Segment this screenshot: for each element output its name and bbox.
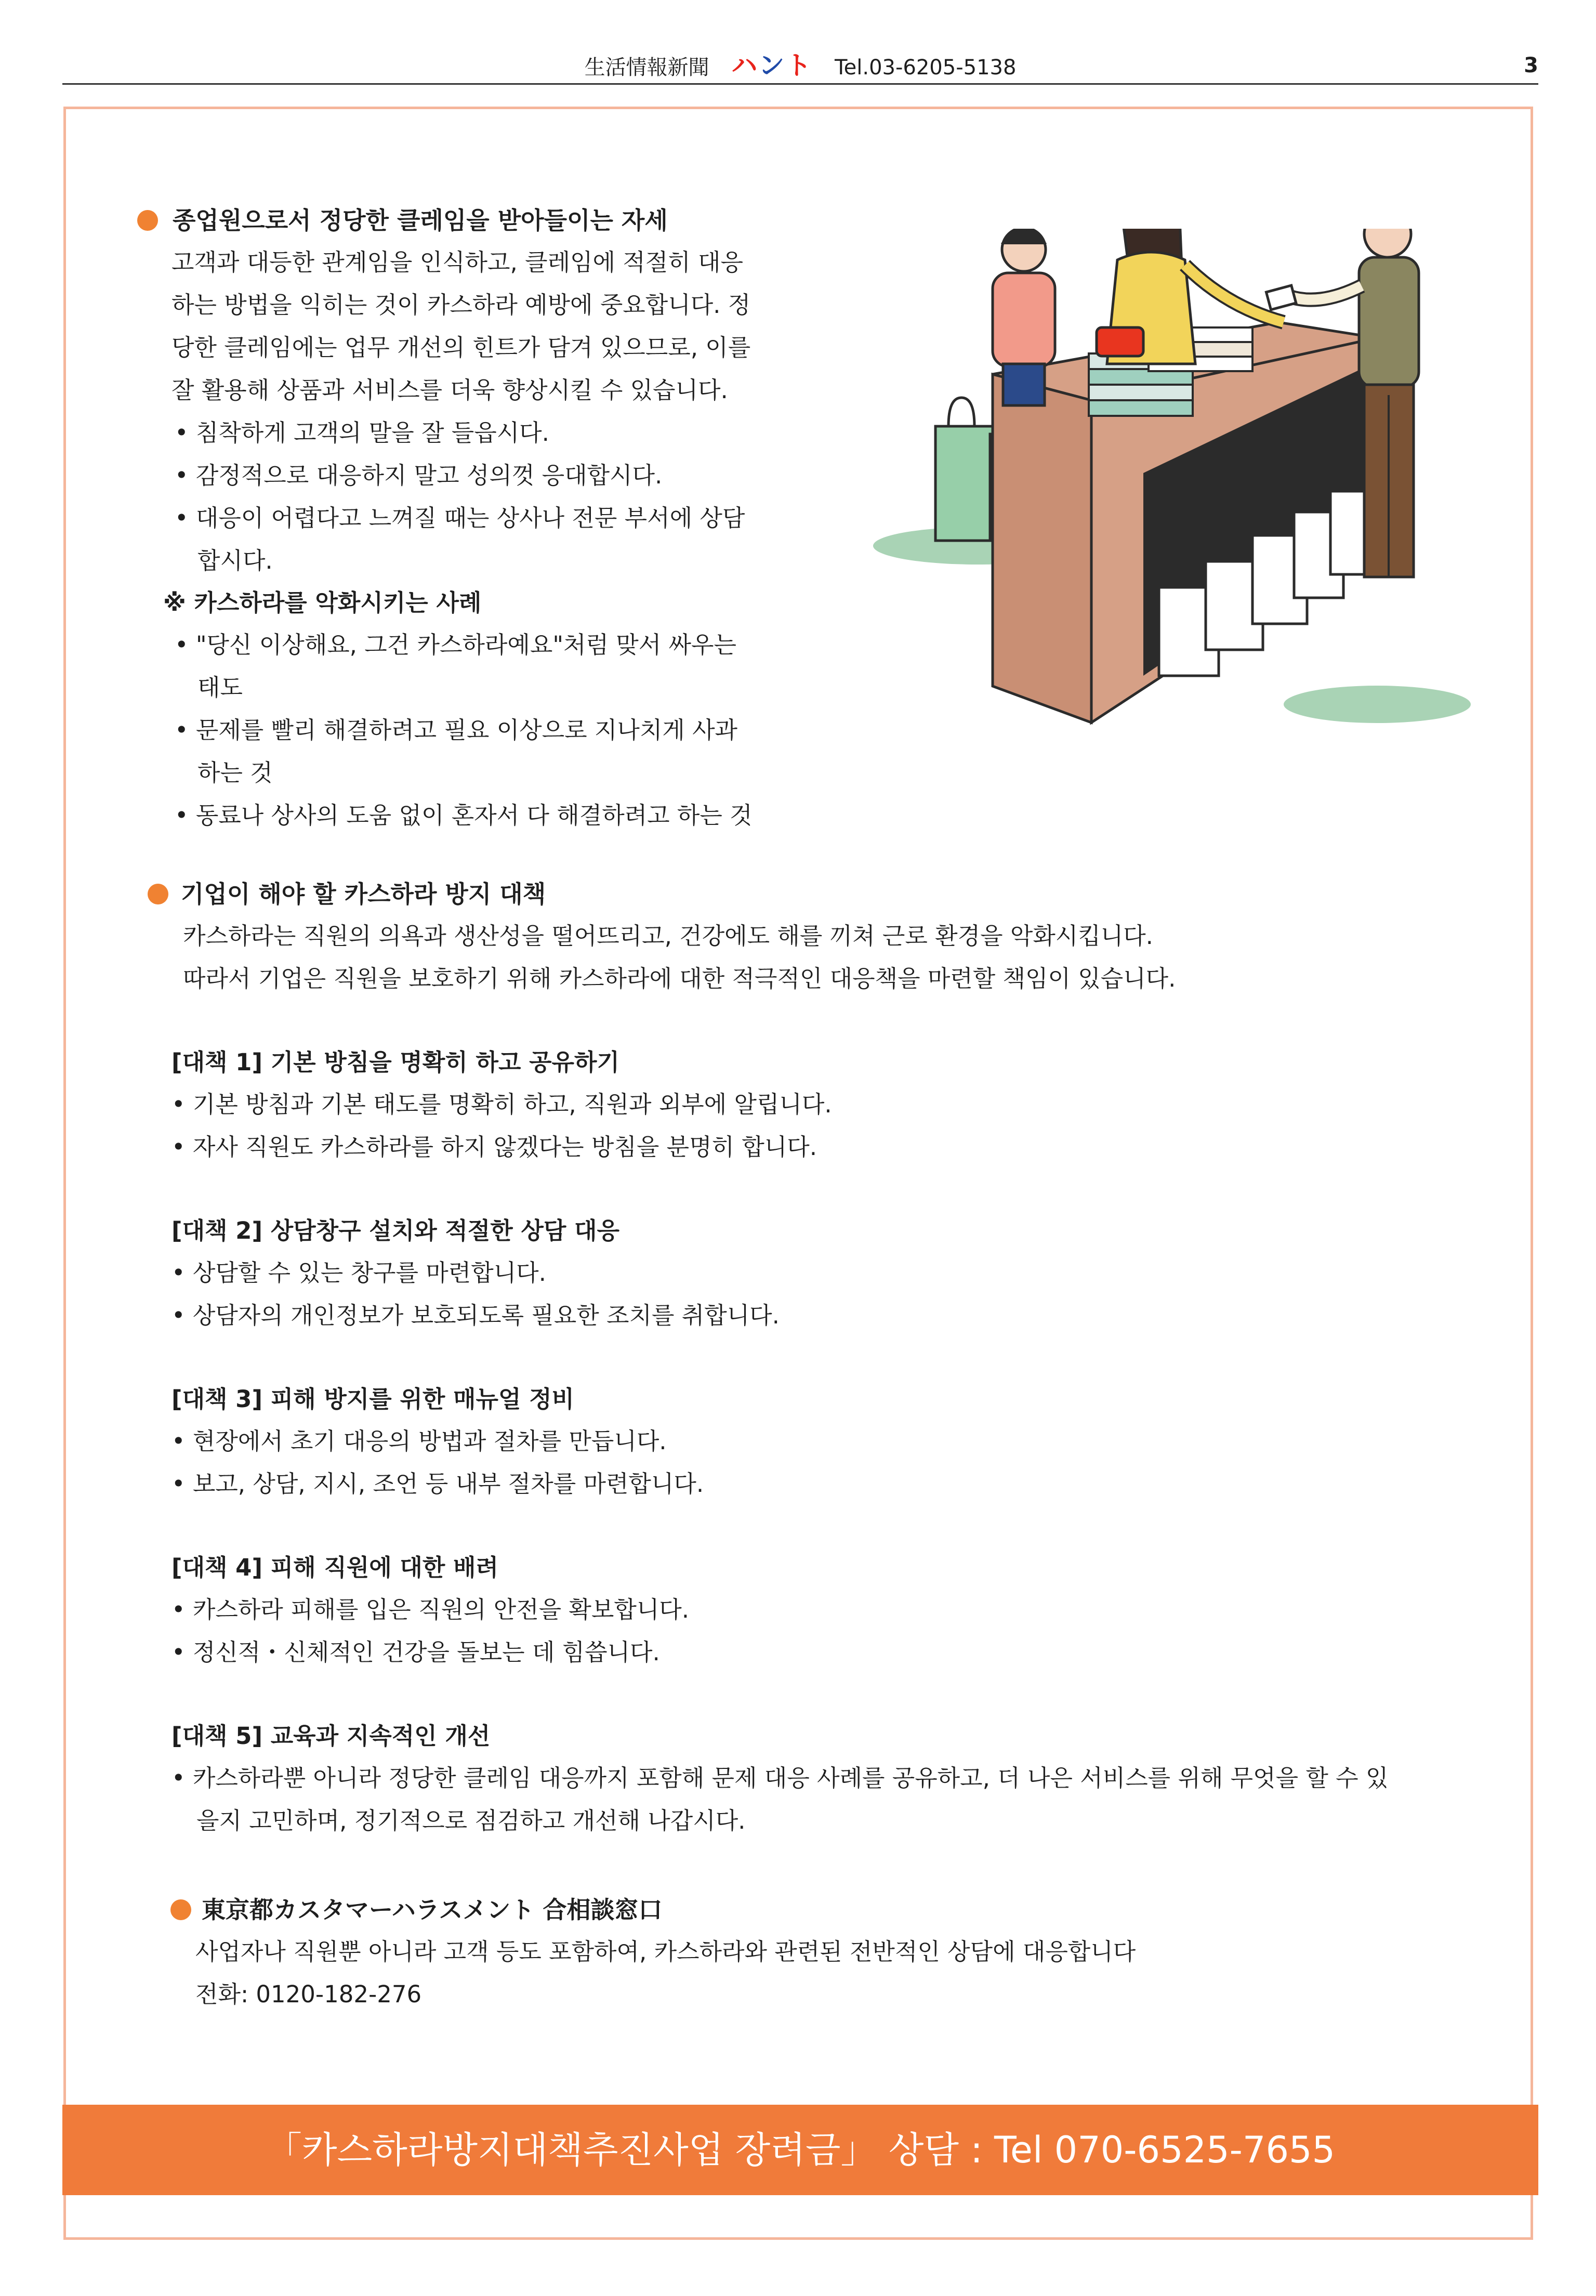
- measure-title: [대책 5] 교육과 지속적인 개선: [172, 1722, 491, 1750]
- section-body: [151, 915, 1502, 1000]
- list-item: • "당신 이상해요, 그건 카스하라예요"처럼 맞서 싸우는: [175, 631, 736, 659]
- shop-counter-complaint-illustration: [852, 229, 1486, 749]
- section-consultation-window: [173, 1889, 1472, 2016]
- measure-3: [172, 1379, 1502, 1505]
- measure-title: [대책 4] 피해 직원에 대한 배려: [172, 1554, 498, 1581]
- header-tel: Tel.03-6205-5138: [835, 56, 1017, 80]
- child-figure: [993, 229, 1055, 405]
- paper-name: 生活情報新聞: [584, 56, 709, 80]
- header-divider: [62, 83, 1538, 85]
- bullet-dot-icon: [170, 1899, 191, 1920]
- list-item: • 문제를 빨리 해결하려고 필요 이상으로 지나치게 사과: [175, 716, 738, 744]
- list-item-continuation: 태도: [197, 674, 243, 701]
- section-body: [141, 241, 843, 837]
- list-item-continuation: 하는 것: [197, 759, 273, 786]
- bullet-dot-icon: [148, 884, 168, 904]
- section-title: 종업원으로서 정당한 클레임을 받아들이는 자세: [141, 200, 843, 241]
- section-title: 기업이 해야 할 카스하라 방지 대책: [151, 873, 1502, 915]
- list-item: • 카스하라뿐 아니라 정당한 클레임 대응까지 포함해 문제 대응 사례를 공유하고, 더 나은 서비스를 위해 무엇을 할 수 있: [172, 1764, 1389, 1792]
- list-item: • 보고, 상담, 지시, 조언 등 내부 절차를 마련합니다.: [172, 1470, 704, 1498]
- list-item: • 기본 방침과 기본 태도를 명확히 하고, 직원과 외부에 알립니다.: [172, 1091, 832, 1118]
- paragraph-line: 잘 활용해 상품과 서비스를 더욱 향상시킬 수 있습니다.: [172, 376, 728, 404]
- paragraph-line: 고객과 대등한 관계임을 인식하고, 클레임에 적절히 대응: [172, 248, 743, 276]
- paragraph-line: 사업자나 직원뿐 아니라 고객 등도 포함하여, 카스하라와 관련된 전반적인 상담에 대응합니다: [195, 1938, 1136, 1965]
- list-item: • 상담자의 개인정보가 보호되도록 필요한 조치를 취합니다.: [172, 1302, 780, 1329]
- paragraph-line: 따라서 기업은 직원을 보호하기 위해 카스하라에 대한 적극적인 대응책을 마련할 책임이 있습니다.: [183, 965, 1176, 992]
- list-item: • 감정적으로 대응하지 말고 성의껏 응대합시다.: [175, 462, 663, 489]
- list-item: • 카스하라 피해를 입은 직원의 안전을 확보합니다.: [172, 1596, 690, 1623]
- note-title: ※ 카스하라를 악화시키는 사례: [163, 589, 482, 616]
- list-item: • 상담할 수 있는 창구를 마련합니다.: [172, 1259, 546, 1287]
- list-item: • 대응이 어렵다고 느껴질 때는 상사나 전문 부서에 상담: [175, 504, 745, 532]
- section-employee-attitude: [141, 200, 843, 837]
- list-item: • 동료나 상사의 도움 없이 혼자서 다 해결하려고 하는 것: [175, 802, 753, 829]
- measure-title: [대책 3] 피해 방지를 위한 매뉴얼 정비: [172, 1385, 575, 1413]
- measures-list: [151, 1000, 1502, 1842]
- list-item-continuation: 을지 고민하며, 정기적으로 점검하고 개선해 나갑시다.: [196, 1807, 746, 1834]
- page-header: [62, 51, 1538, 82]
- list-item: • 현장에서 초기 대응의 방법과 절차를 만듭니다.: [172, 1427, 667, 1455]
- paragraph-line: 하는 방법을 익히는 것이 카스하라 예방에 중요합니다. 정: [172, 291, 751, 319]
- masthead: [62, 51, 1538, 82]
- brand-logo: ハント: [731, 50, 813, 81]
- section-body: [173, 1931, 1472, 2016]
- measure-5: [172, 1715, 1502, 1842]
- measure-1: [172, 1042, 1502, 1169]
- bullet-dot-icon: [137, 210, 158, 231]
- list-item-continuation: 합시다.: [197, 547, 273, 574]
- phone-number: 전화: 0120-182-276: [195, 1980, 422, 2008]
- paragraph-line: 당한 클레임에는 업무 개선의 힌트가 담겨 있으므로, 이를: [172, 334, 751, 361]
- section-title: 東京都カスタマーハラスメント 合相談窓口: [173, 1889, 1472, 1931]
- measure-2: [172, 1210, 1502, 1337]
- list-item: • 정신적・신체적인 건강을 돌보는 데 힘씁니다.: [172, 1638, 660, 1666]
- list-item: • 자사 직원도 카스하라를 하지 않겠다는 방침을 분명히 합니다.: [172, 1133, 817, 1161]
- list-item: • 침착하게 고객의 말을 잘 들읍시다.: [175, 419, 549, 447]
- measure-title: [대책 2] 상담창구 설치와 적절한 상담 대응: [172, 1217, 619, 1244]
- section-company-measures: [151, 873, 1502, 1842]
- subsidy-contact-banner: 「카스하라방지대책추진사업 장려금」 상담 : Tel 070-6525-7655: [62, 2105, 1538, 2195]
- measure-4: [172, 1547, 1502, 1674]
- paragraph-line: 카스하라는 직원의 의욕과 생산성을 떨어뜨리고, 건강에도 해를 끼쳐 근로 환경을 악화시킵니다.: [183, 922, 1153, 950]
- page-number: 3: [1524, 54, 1538, 77]
- measure-title: [대책 1] 기본 방침을 명확히 하고 공유하기: [172, 1048, 619, 1076]
